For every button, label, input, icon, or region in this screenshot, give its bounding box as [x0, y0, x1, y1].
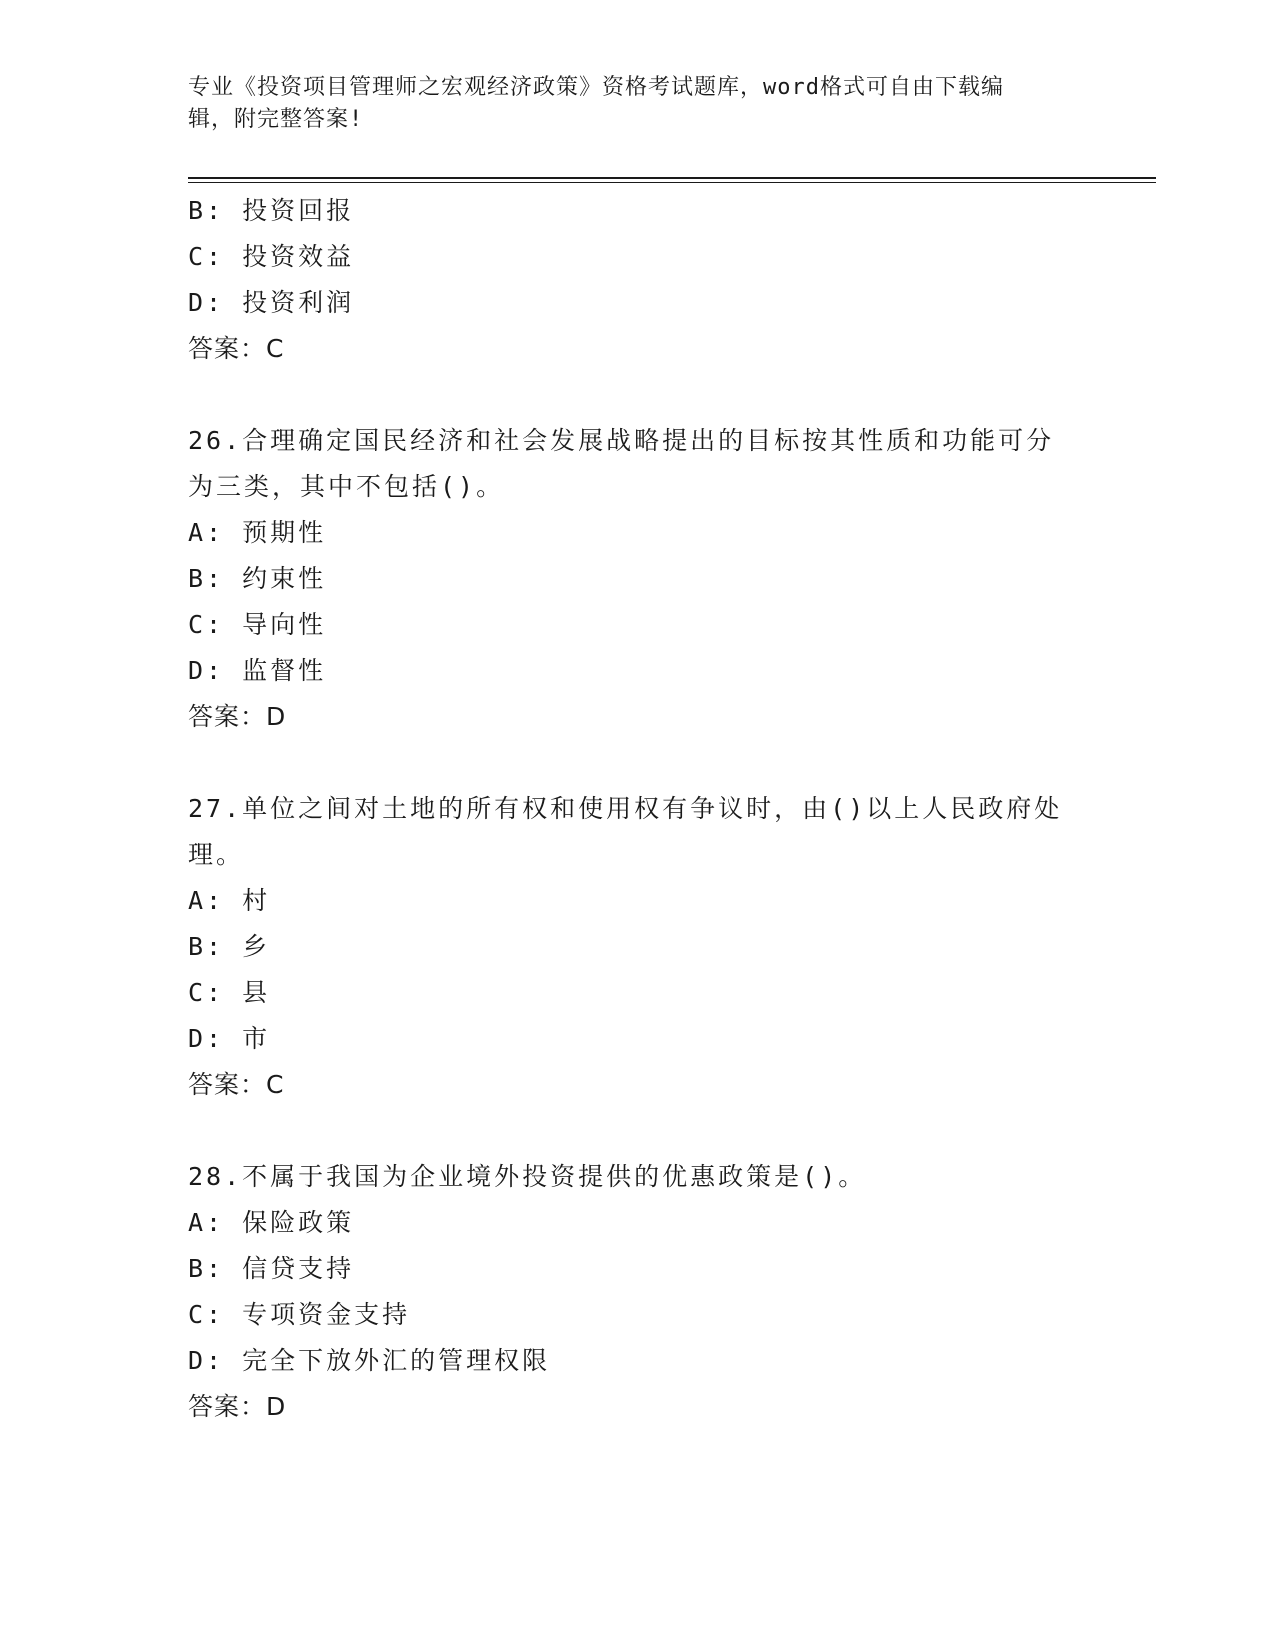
option-d: D: 完全下放外汇的管理权限: [188, 1346, 551, 1375]
header-divider-thin: [188, 182, 1156, 183]
question-stem-line: 26.合理确定国民经济和社会发展战略提出的目标按其性质和功能可分: [188, 426, 1055, 455]
answer: 答案：C: [188, 1070, 285, 1099]
option-b: B: 乡: [188, 932, 271, 961]
option-d: D: 投资利润: [188, 288, 355, 317]
header-line-1: 专业《投资项目管理师之宏观经济政策》资格考试题库，word格式可自由下载编: [188, 75, 1004, 100]
option-a: A: 村: [188, 886, 271, 915]
question-stem-line: 为三类，其中不包括()。: [188, 472, 505, 501]
option-a: A: 预期性: [188, 518, 327, 547]
question-stem-line: 28.不属于我国为企业境外投资提供的优惠政策是()。: [188, 1162, 867, 1191]
answer: 答案：D: [188, 702, 287, 731]
answer: 答案：D: [188, 1392, 287, 1421]
question-28: [188, 1154, 1088, 1430]
question-list: [188, 188, 1088, 1430]
question-stem-line: 27.单位之间对土地的所有权和使用权有争议时，由()以上人民政府处: [188, 794, 1063, 823]
option-a: A: 保险政策: [188, 1208, 355, 1237]
option-b: B: 约束性: [188, 564, 327, 593]
spacer: [188, 372, 1088, 418]
spacer: [188, 1108, 1088, 1154]
question-27: [188, 786, 1088, 1108]
answer: 答案：C: [188, 334, 285, 363]
document-header: [188, 72, 1088, 136]
question-26: [188, 418, 1088, 740]
option-b: B: 投资回报: [188, 196, 355, 225]
spacer: [188, 740, 1088, 786]
option-c: C: 导向性: [188, 610, 327, 639]
header-line-2: 辑，附完整答案!: [188, 107, 364, 132]
previous-question-tail: [188, 188, 1088, 372]
option-c: C: 县: [188, 978, 271, 1007]
header-divider-thick: [188, 177, 1156, 179]
option-b: B: 信贷支持: [188, 1254, 355, 1283]
option-d: D: 市: [188, 1024, 271, 1053]
option-d: D: 监督性: [188, 656, 327, 685]
option-c: C: 专项资金支持: [188, 1300, 411, 1329]
question-stem-line: 理。: [188, 840, 245, 869]
option-c: C: 投资效益: [188, 242, 355, 271]
